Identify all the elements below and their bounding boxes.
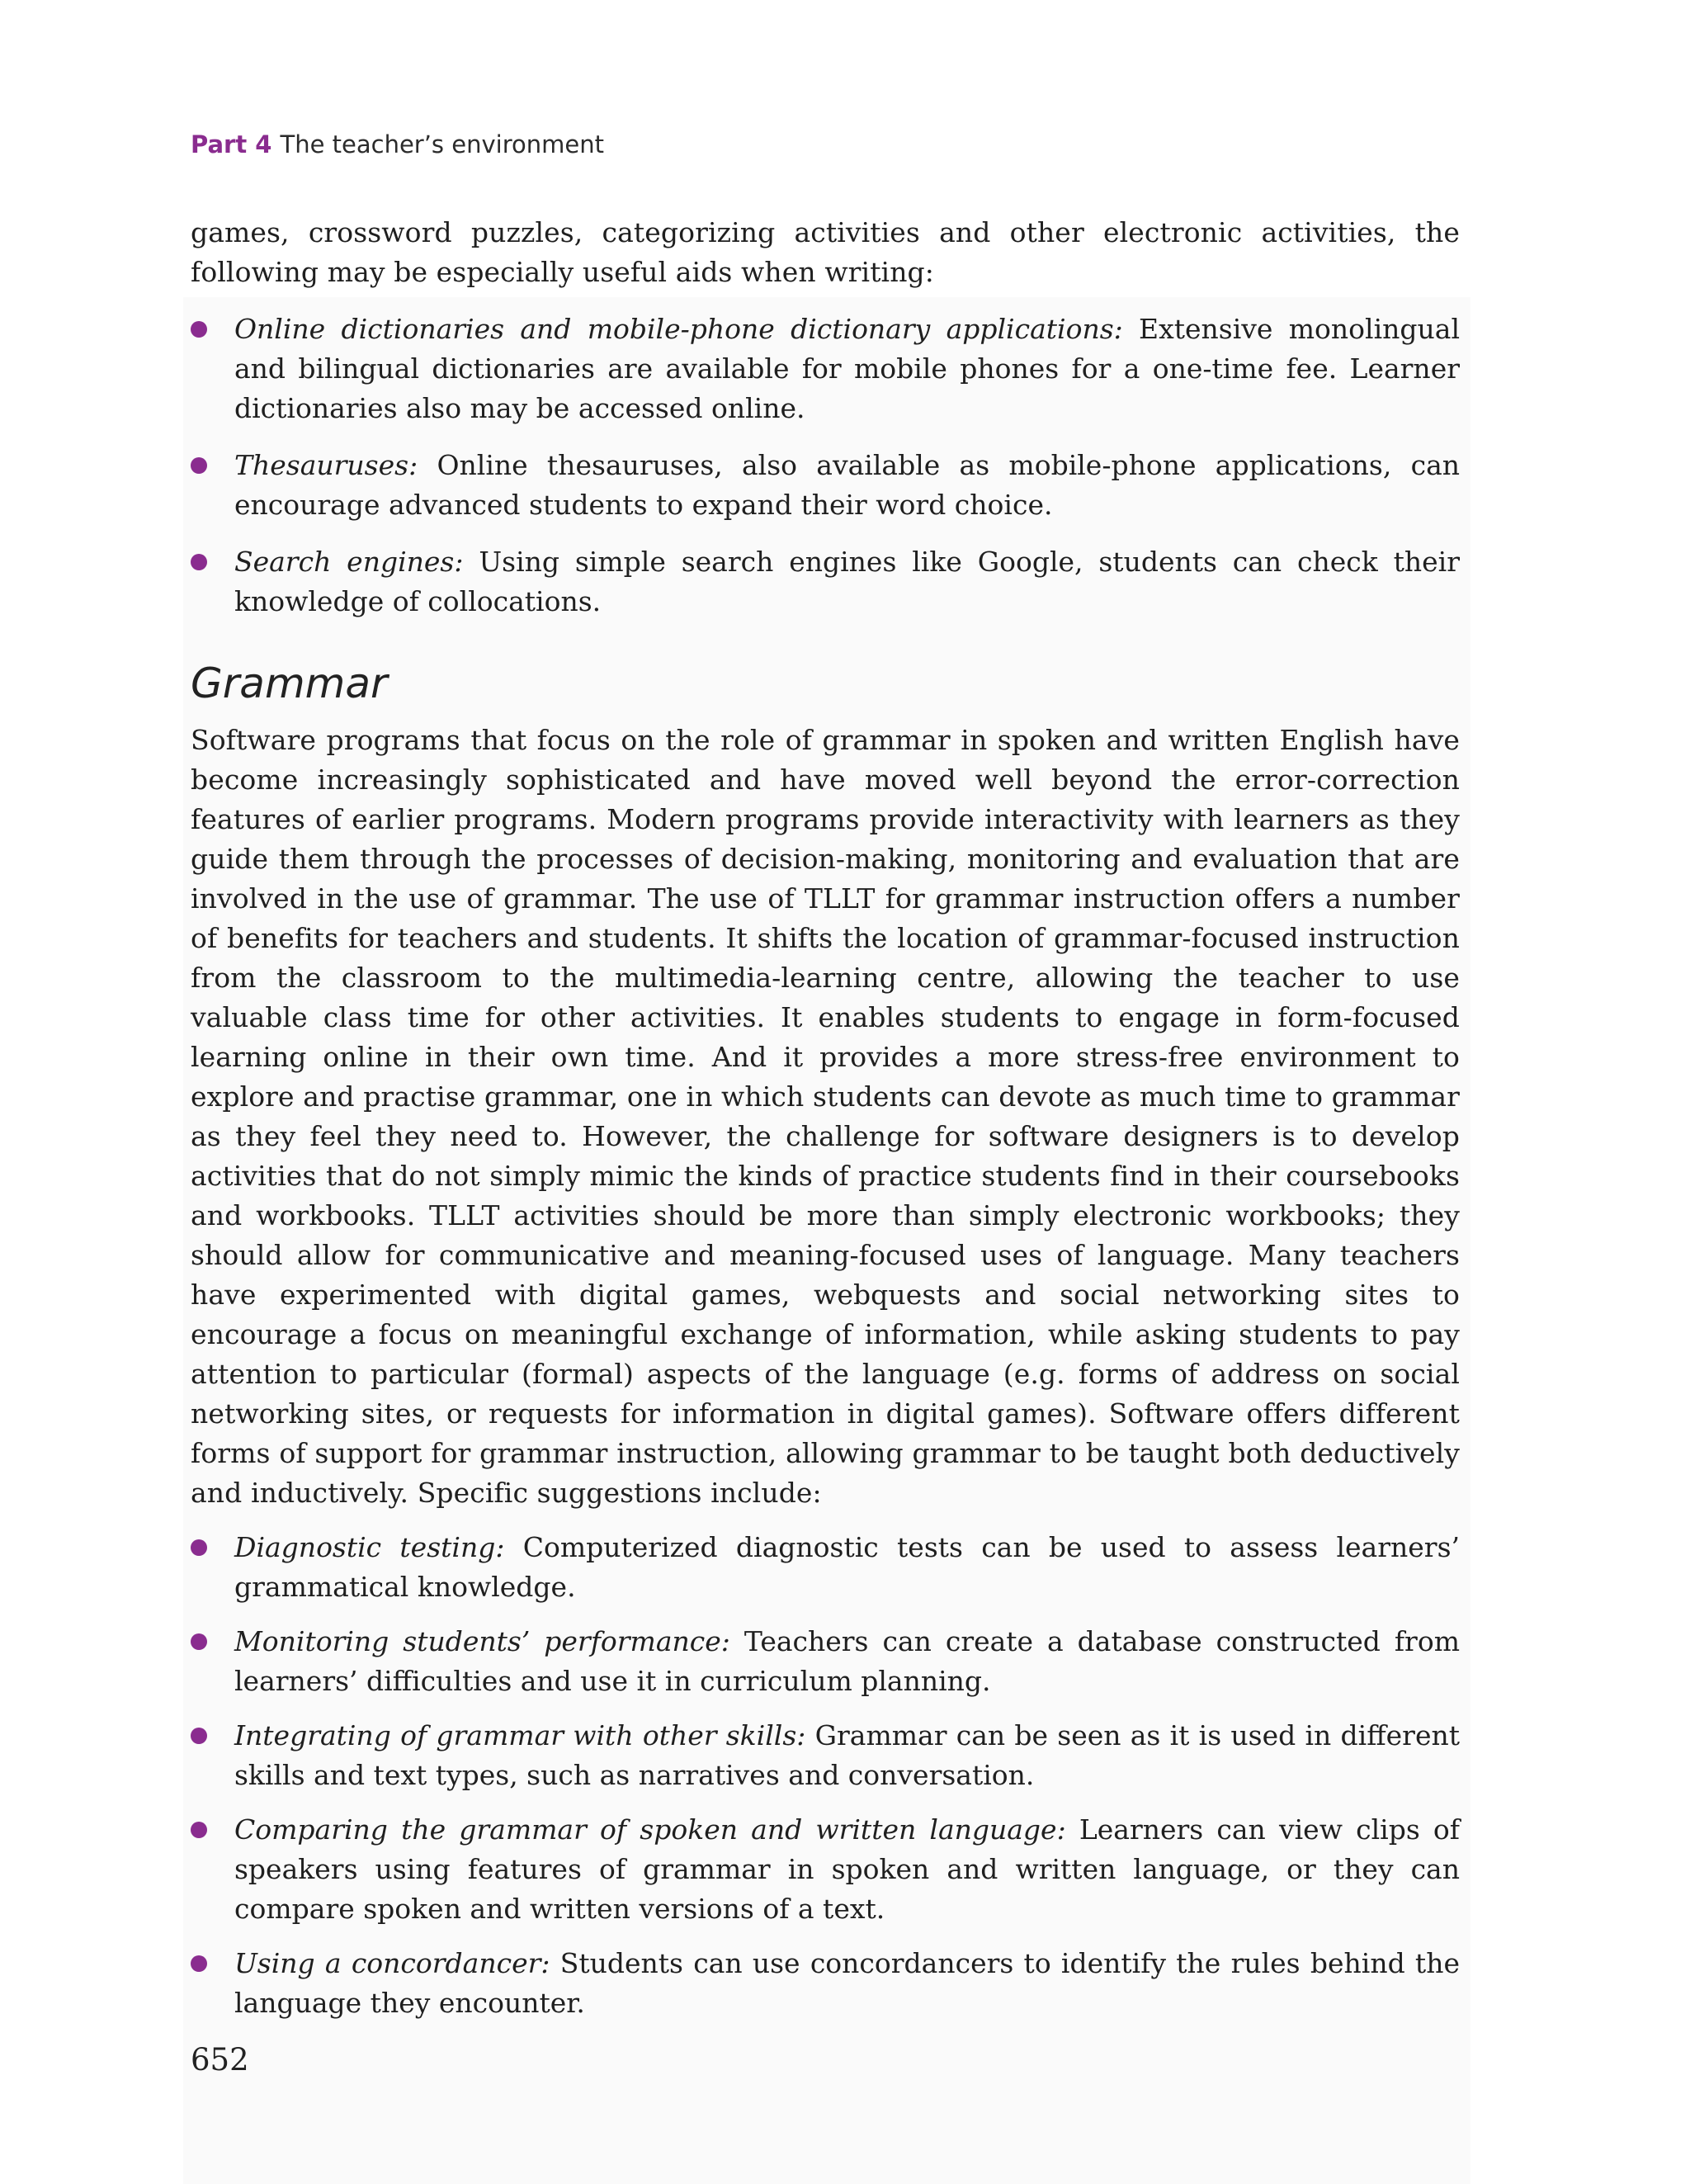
text-flow (191, 213, 1460, 2023)
list-item (191, 1810, 1460, 1929)
bullet-dot-icon (191, 1728, 207, 1744)
list-item (191, 446, 1460, 525)
list-item-text: Learners can view clips of speakers using features of grammar in spoken and written language, or they can compare spoken and written versions of a text. (234, 1813, 1460, 1925)
writing-aids-list (191, 310, 1460, 622)
list-item-term: Diagnostic testing: (234, 1531, 505, 1563)
list-item-term: Using a concordancer: (234, 1947, 550, 1979)
list-item-term: Search engines: (234, 546, 464, 578)
list-item-text: Teachers can create a database constructed from learners’ difficulties and use it in curriculum planning. (234, 1625, 1460, 1697)
running-head (191, 130, 604, 158)
bullet-dot-icon (191, 1955, 207, 1972)
list-item (191, 1622, 1460, 1701)
bullet-dot-icon (191, 457, 207, 474)
grammar-suggestions-list (191, 1528, 1460, 2023)
list-item-term: Monitoring students’ performance: (234, 1625, 730, 1657)
list-item-text: Using simple search engines like Google, students can check their knowledge of collocations. (234, 546, 1461, 617)
list-item-text: Extensive monolingual and bilingual dictionaries are available for mobile phones for a one-time fee. Learner dictionaries also may be accessed online. (234, 313, 1461, 424)
list-item-term: Thesauruses: (234, 449, 418, 481)
bullet-dot-icon (191, 554, 207, 570)
section-heading-grammar: Grammar (191, 659, 388, 707)
list-item (191, 1528, 1460, 1607)
bullet-dot-icon (191, 1633, 207, 1650)
page-number: 652 (191, 2042, 249, 2078)
list-item (191, 310, 1460, 428)
list-item (191, 1716, 1460, 1795)
list-item (191, 1944, 1460, 2023)
list-item-text: Students can use concordancers to identify the rules behind the language they encounter. (234, 1947, 1460, 2019)
bullet-dot-icon (191, 321, 207, 338)
grammar-body-paragraph: Software programs that focus on the role of grammar in spoken and written English have become increasingly sophisticated and have moved well beyond the error-correction features of earlier programs. Modern programs provide interactivity with learners as they guide them through the processes of decision-making, monitoring and evaluation that are involved in the use of grammar. The use of TLLT for grammar instruction offers a number of benefits for teachers and students. It shifts the location of grammar-focused instruction from the classroom to the multimedia-learning centre, allowing the teacher to use valuable class time for other activities. It enables students to engage in form-focused learning online in their own time. And it provides a more stress-free environment to explore and practise grammar, one in which students can devote as much time to grammar as they feel they need to. However, the challenge for software designers is to develop activities that do not simply mimic the kinds of practice students find in their coursebooks and workbooks. TLLT activities should be more than simply electronic workbooks; they should allow for communicative and meaning-focused uses of language. Many teachers have experimented with digital games, webquests and social networking sites to encourage a focus on meaningful exchange of information, while asking students to pay attention to particular (formal) aspects of the language (e.g. forms of address on social networking sites, or requests for information in digital games). Software offers different forms of support for grammar instruction, allowing grammar to be taught both deductively and inductively. Specific suggestions include: (191, 724, 1460, 1509)
list-item-term: Integrating of grammar with other skills: (234, 1719, 806, 1751)
part-title: The teacher’s environment (280, 130, 604, 158)
bullet-dot-icon (191, 1822, 207, 1838)
list-item-text: Computerized diagnostic tests can be used to assess learners’ grammatical knowledge. (234, 1531, 1460, 1603)
list-item-text: Online thesauruses, also available as mobile-phone applications, can encourage advanced students to expand their word choice. (234, 449, 1460, 521)
part-label: Part 4 (191, 130, 272, 158)
list-item-text: Grammar can be seen as it is used in different skills and text types, such as narratives and conversation. (234, 1719, 1460, 1791)
list-item (191, 542, 1460, 622)
intro-paragraph: games, crossword puzzles, categorizing activities and other electronic activities, the following may be especially useful aids when writing: (191, 216, 1460, 288)
bullet-dot-icon (191, 1539, 207, 1556)
list-item-term: Online dictionaries and mobile-phone dictionary applications: (234, 313, 1123, 345)
list-item-term: Comparing the grammar of spoken and written language: (234, 1813, 1066, 1846)
